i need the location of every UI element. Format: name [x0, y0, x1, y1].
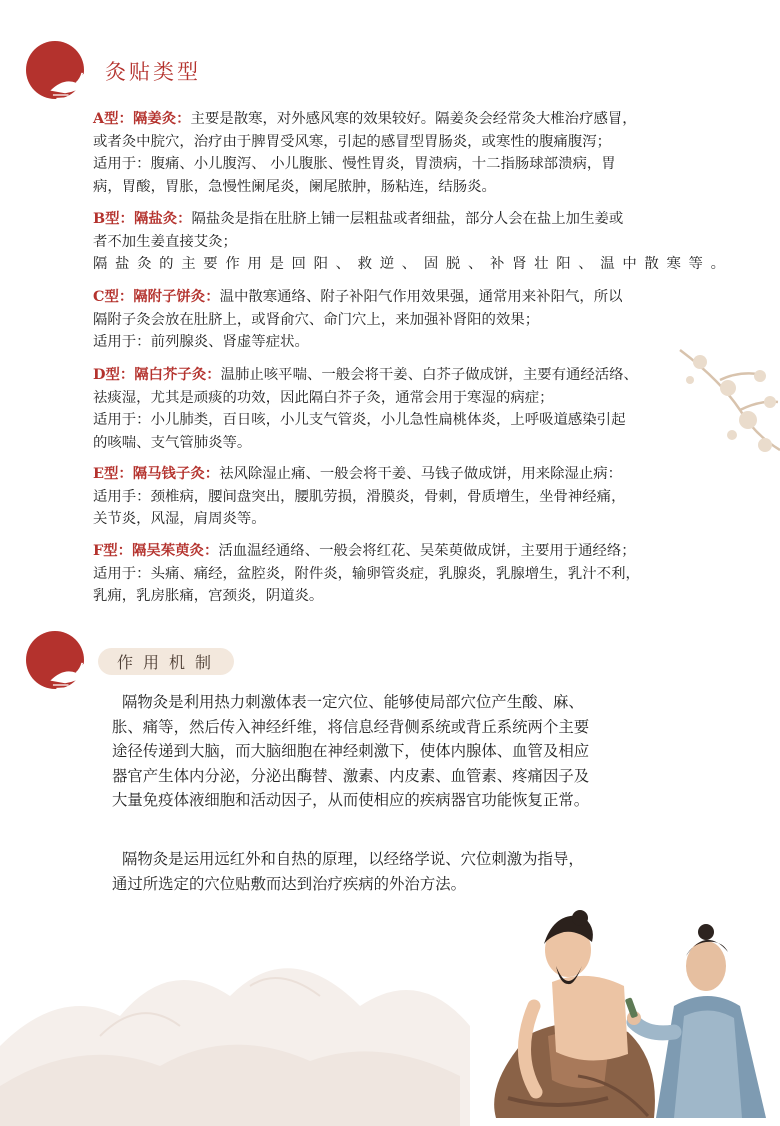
- type-text: 温肺止咳平喘、一般会将干姜、白芥子做成饼，主要有通经活络、: [220, 367, 638, 383]
- type-text: 隔盐灸的主要作用是回阳、救逆、固脱、补肾壮阳、温中散寒等。: [93, 256, 725, 272]
- paragraph-line: 隔物灸是运用远红外和自热的原理，以经络学说、穴位刺激为指导，: [122, 850, 584, 868]
- type-label: D型：隔白芥子灸：: [93, 366, 221, 383]
- type-text: 适用于：腹痛、小儿腹泻、 小儿腹胀、慢性胃炎，胃溃病，十二指肠球部溃病，胃: [93, 156, 616, 172]
- type-text: 适用于：头痛、痛经，盆腔炎，附件炎，输卵管炎症，乳腺炎，乳腺增生，乳汁不利，: [93, 565, 640, 582]
- moxibustion-illustration: [478, 886, 774, 1126]
- type-d-block: [93, 364, 725, 454]
- type-text: 关节炎，风湿，肩周炎等。: [93, 511, 266, 527]
- section-title: 作用机制: [117, 653, 222, 672]
- type-label: C型：隔附子饼灸：: [93, 288, 220, 305]
- type-text: 活血温经通络、一般会将红花、吴茱萸做成饼，主要用于通经络；: [218, 543, 636, 559]
- type-text: 温中散寒通络、附子补阳气作用效果强，通常用来补阳气，所以: [219, 289, 623, 305]
- type-text: 隔盐灸是指在肚脐上铺一层粗盐或者细盐，部分人会在盐上加生姜或: [191, 211, 624, 227]
- type-text: 或者灸中脘穴，治疗由于脾胃受风寒，引起的感冒型胃肠炎，或寒性的腹痛腹泻；: [93, 133, 612, 150]
- type-text: 隔附子灸会放在肚脐上，或肾俞穴、命门穴上，来加强补肾阳的效果；: [93, 311, 540, 328]
- type-text: 主要是散寒，对外感风寒的效果较好。隔姜灸会经常灸大椎治疗感冒，: [190, 111, 637, 127]
- type-text: 适用手：颈椎病，腰间盘突出，腰肌劳损，滑膜炎，骨刺，骨质增生，坐骨神经痛，: [93, 488, 626, 505]
- type-text: 者不加生姜直接艾灸；: [93, 233, 237, 250]
- paragraph-line: 器官产生体内分泌，分泌出酶替、激素、内皮素、血管素、疼痛因子及: [112, 766, 590, 785]
- type-label: E型：隔马钱子灸：: [93, 465, 220, 482]
- type-text: 祛痰湿，尤其是顽痰的功效，因此隔白芥子灸，通常会用于寒湿的病症；: [93, 389, 554, 406]
- type-text: 适用于：小儿肺类，百日咳，小儿支气管炎，小儿急性扁桃体炎，上呼吸道感染引起: [93, 412, 626, 428]
- type-label: B型：隔盐灸：: [93, 210, 192, 227]
- type-f-block: [93, 540, 725, 608]
- type-label: F型：隔吴茱萸灸：: [93, 542, 219, 559]
- paragraph-line: 通过所选定的穴位贴敷而达到治疗疾病的外治方法。: [112, 874, 466, 893]
- type-label: A型：隔姜灸：: [93, 110, 191, 127]
- type-a-block: [93, 108, 725, 198]
- crane-icon: [46, 60, 98, 104]
- crane-icon: [46, 650, 98, 694]
- type-text: 祛风除湿止痛、一般会将干姜、马钱子做成饼，用来除湿止病：: [219, 466, 623, 482]
- type-text: 病，胃酸，胃胀，急慢性阑尾炎，阑尾脓肿，肠粘连，结肠炎。: [93, 178, 496, 195]
- type-c-block: [93, 286, 725, 354]
- type-text: 乳痈，乳房胀痛，宫颈炎，阴道炎。: [93, 588, 324, 604]
- paragraph-line: 大量免疫体液细胞和活动因子，从而使相应的疾病器官功能恢复正常。: [112, 791, 590, 809]
- paragraph-line: 途径传递到大脑，而大脑细胞在神经刺激下，使体内腺体、血管及相应: [112, 742, 590, 760]
- mechanism-paragraph-1: [112, 690, 632, 813]
- type-b-block: [93, 208, 725, 276]
- type-text: 适用于：前列腺炎、肾虚等症状。: [93, 334, 309, 350]
- section-title: 灸贴类型: [105, 60, 201, 84]
- paragraph-line: 胀、痛等，然后传入神经纤维，将信息经背侧系统或背丘系统两个主要: [112, 717, 590, 736]
- type-e-block: [93, 463, 725, 531]
- paragraph-line: 隔物灸是利用热力刺激体表一定穴位、能够使局部穴位产生酸、麻、: [122, 693, 584, 711]
- type-text: 的咳喘、支气管肺炎等。: [93, 434, 252, 451]
